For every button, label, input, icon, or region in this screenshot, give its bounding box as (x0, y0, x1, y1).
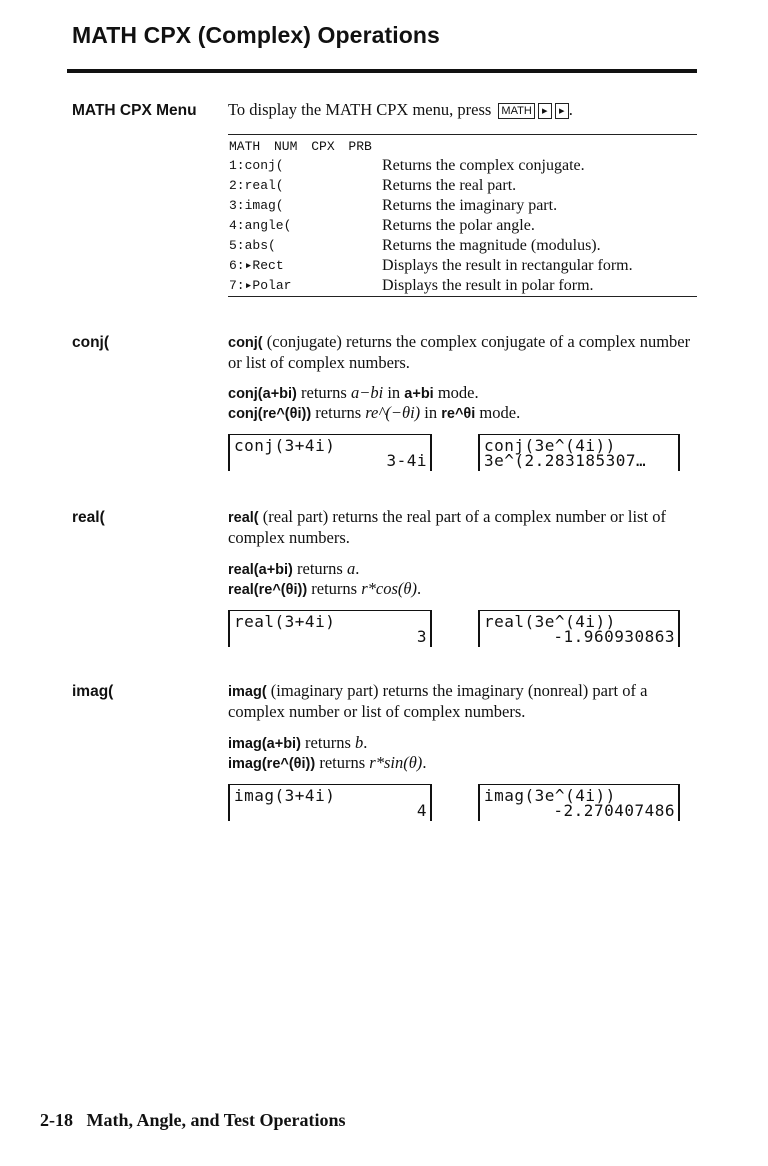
menu-item-cmd: 7:▸Polar (229, 278, 292, 293)
menu-item-desc: Displays the result in rectangular form. (382, 257, 633, 274)
menu-table-bottom-rule (228, 296, 697, 297)
menu-intro: To display the MATH CPX menu, press MATH ▸ ▸ . (228, 100, 573, 119)
menu-item (0, 277, 768, 297)
calculator-screen (478, 610, 680, 647)
conj-description: conj( (conjugate) returns the complex conjugate of a complex number or list of complex numbers. (228, 332, 691, 372)
menu-item-cmd: 4:angle( (229, 218, 292, 233)
menu-item-cmd: 3:imag( (229, 198, 284, 213)
menu-section-label: MATH CPX Menu (72, 102, 197, 119)
menu-item-desc: Returns the magnitude (modulus). (382, 237, 601, 254)
screen-result: -1.960930863 (553, 627, 675, 646)
real-description: real( (real part) returns the real part of a complex number or list of complex numbers. (228, 507, 666, 547)
menu-item-cmd: 1:conj( (229, 158, 284, 173)
calculator-screen (228, 610, 432, 647)
calculator-screen (228, 434, 432, 471)
menu-item-desc: Displays the result in polar form. (382, 277, 594, 294)
menu-item (0, 157, 768, 177)
screen-input: conj(3+4i) (234, 436, 336, 455)
screen-result: 3 (416, 627, 427, 646)
screen-input: real(3e^(4i)) (484, 612, 616, 631)
screen-result: 4 (416, 801, 427, 820)
real-section-label: real( (72, 509, 105, 526)
menu-item-desc: Returns the real part. (382, 177, 517, 194)
title-divider (67, 69, 697, 73)
imag-description: imag( (imaginary part) returns the imaginary (nonreal) part of a complex number or list of complex numbers. (228, 681, 648, 721)
menu-item-cmd: 2:real( (229, 178, 284, 193)
menu-item (0, 217, 768, 237)
menu-item-desc: Returns the complex conjugate. (382, 157, 585, 174)
math-key: MATH (498, 103, 534, 119)
calculator-screen (228, 784, 432, 821)
page-footer: 2-18 Math, Angle, and Test Operations (40, 1110, 346, 1130)
calculator-screen (478, 434, 680, 471)
screen-input: imag(3e^(4i)) (484, 786, 616, 805)
conj-example-2: conj(re^(θi)) returns re^(−θi) in re^θi mode. (228, 403, 521, 422)
imag-section-label: imag( (72, 683, 114, 700)
conj-example-1: conj(a+bi) returns a−bi in a+bi mode. (228, 383, 479, 402)
screen-result: -2.270407486 (553, 801, 675, 820)
menu-table-top-rule (228, 134, 697, 135)
menu-item-cmd: 6:▸Rect (229, 258, 284, 273)
right-arrow-key-icon: ▸ (538, 103, 552, 119)
real-example-1: real(a+bi) returns a. (228, 559, 360, 578)
menu-item (0, 237, 768, 257)
screen-result: 3-4i (386, 451, 427, 470)
calculator-screen (478, 784, 680, 821)
menu-header: MATH NUM CPX PRB (229, 139, 372, 154)
menu-item-desc: Returns the imaginary part. (382, 197, 558, 214)
imag-example-2: imag(re^(θi)) returns r*sin(θ). (228, 753, 427, 772)
screen-input: real(3+4i) (234, 612, 336, 631)
screen-result: 3e^(2.283185307… (484, 451, 647, 470)
screen-input: conj(3e^(4i)) (484, 436, 616, 455)
menu-intro-text: To display the MATH CPX menu, press (228, 100, 492, 119)
screen-input: imag(3+4i) (234, 786, 336, 805)
menu-item (0, 257, 768, 277)
menu-item (0, 177, 768, 197)
menu-item (0, 197, 768, 217)
menu-item-cmd: 5:abs( (229, 238, 276, 253)
right-arrow-key-icon: ▸ (555, 103, 569, 119)
menu-item-desc: Returns the polar angle. (382, 217, 535, 234)
conj-section-label: conj( (72, 334, 110, 351)
imag-example-1: imag(a+bi) returns b. (228, 733, 368, 752)
page-title: MATH CPX (Complex) Operations (72, 22, 440, 48)
real-example-2: real(re^(θi)) returns r*cos(θ). (228, 579, 422, 598)
